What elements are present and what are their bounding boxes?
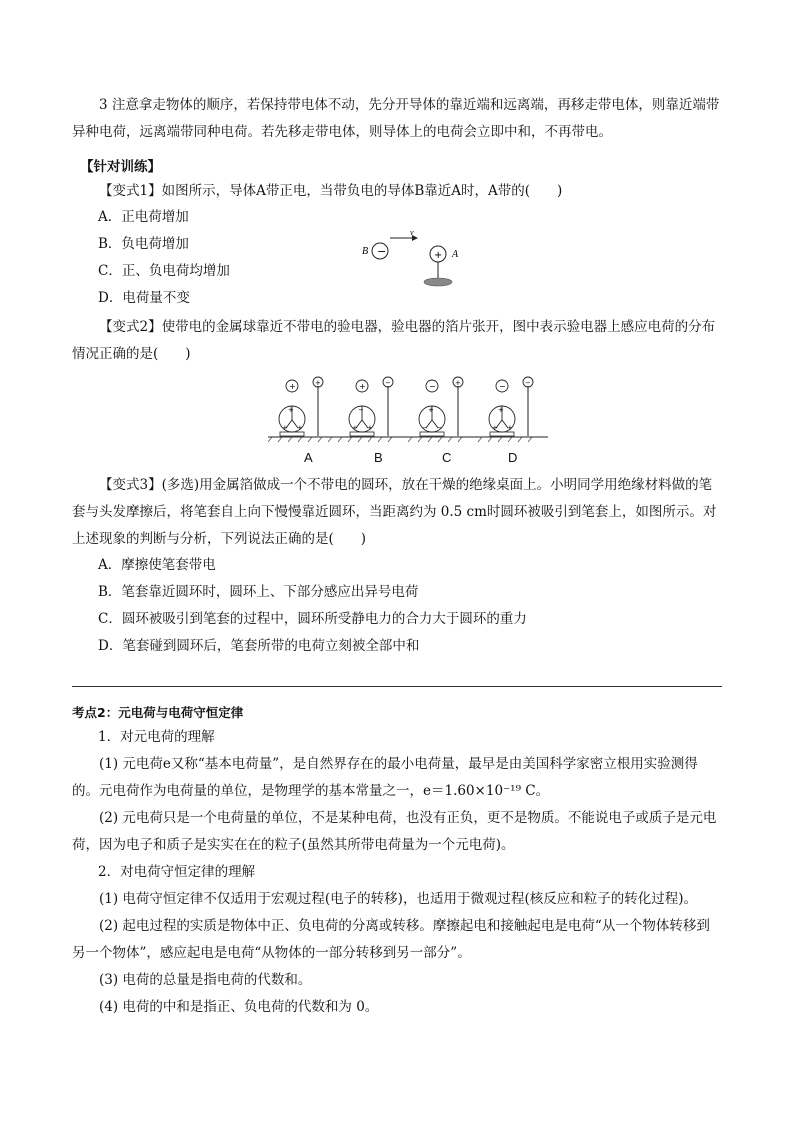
- q1-figure-label-v: v: [410, 228, 414, 237]
- section-divider: [72, 686, 722, 687]
- q2-figure-label-b: B: [374, 450, 383, 465]
- q3-option-d: D．笔套碰到圆环后，笔套所带的电荷立刻被全部中和: [98, 638, 420, 654]
- section2-title: 考点2：元电荷与电荷守恒定律: [72, 705, 244, 720]
- q3-option-b: B．笔套靠近圆环时，圆环上、下部分感应出异号电荷: [98, 584, 419, 600]
- section2-heading-1: 1．对元电荷的理解: [98, 729, 215, 745]
- q2-figure-label-d: D: [508, 450, 518, 465]
- q1-stem: 【变式1】如图所示，导体A带正电，当带负电的导体B靠近A时，A带的( ): [99, 183, 563, 199]
- svg-text:+: +: [352, 424, 358, 432]
- svg-text:−: −: [525, 379, 531, 387]
- section2-paragraph-4: (2) 起电过程的实质是物体中正、负电荷的分离或转移。摩擦起电和接触起电是电荷“从一个物体转移到另一个物体”，感应起电是电荷“从物体的一部分转移到另一部分”。: [72, 918, 710, 961]
- svg-text:+: +: [455, 379, 461, 387]
- svg-text:−: −: [422, 424, 428, 432]
- section2-heading-2: 2．对电荷守恒定律的理解: [98, 864, 256, 880]
- section2-paragraph-3: (1) 电荷守恒定律不仅适用于宏观过程(电子的转移)，也适用于微观过程(核反应和粒子的转化过程)。: [99, 891, 697, 907]
- q3-option-a: A．摩擦使笔套带电: [98, 557, 216, 573]
- intro-paragraph-3: 3 注意拿走物体的顺序，若保持带电体不动，先分开导体的靠近端和远离端，再移走带电体，则靠近端带异种电荷，远离端带同种电荷。若先移走带电体，则导体上的电荷会立即中和，不再带电。: [72, 97, 720, 140]
- electroscope-c: [419, 377, 463, 436]
- svg-text:+: +: [289, 382, 296, 391]
- q1-figure-label-b: B: [362, 246, 369, 257]
- svg-text:−: −: [499, 382, 506, 391]
- svg-text:+: +: [315, 379, 321, 387]
- svg-text:+: +: [367, 424, 373, 432]
- q1-option-c: C．正、负电荷均增加: [98, 263, 230, 279]
- section2-paragraph-6: (4) 电荷的中和是指正、负电荷的代数和为 0。: [99, 999, 379, 1015]
- section2-paragraph-5: (3) 电荷的总量是指电荷的代数和。: [99, 972, 312, 988]
- q1-figure-sign-a: +: [434, 250, 443, 261]
- svg-text:+: +: [428, 406, 434, 414]
- stand-base: [424, 278, 452, 286]
- svg-text:+: +: [492, 424, 498, 432]
- svg-text:+: +: [507, 424, 513, 432]
- svg-text:−: −: [358, 406, 364, 414]
- svg-text:+: +: [288, 406, 294, 414]
- svg-text:+: +: [498, 406, 504, 414]
- q3-option-c: C．圆环被吸引到笔套的过程中，圆环所受静电力的合力大于圆环的重力: [98, 611, 527, 627]
- q2-figure-label-a: A: [304, 450, 313, 465]
- svg-text:+: +: [297, 424, 303, 432]
- q1-figure-sign-b: −: [377, 245, 387, 258]
- q1-figure-label-a: A: [452, 249, 459, 260]
- q3-stem: 【变式3】(多选)用金属箔做成一个不带电的圆环，放在干燥的绝缘桌面上。小明同学用绝缘材料做的笔套与头发摩擦后，将笔套自上向下慢慢靠近圆环，当距离约为 0.5 cm时圆环被吸引到笔套上，如图所示。对上述现象的判断与分析，下列说法正确的是( ): [72, 477, 717, 547]
- q1-option-d: D．电荷量不变: [98, 290, 190, 306]
- section2-paragraph-1: (1) 元电荷e又称“基本电荷量”，是自然界存在的最小电荷量，最早是由美国科学家密立根用实验测得的。元电荷作为电荷量的单位，是物理学的基本常量之一，e＝1.60×10⁻¹⁹ C。: [72, 756, 698, 799]
- training-header: 【针对训练】: [80, 159, 161, 175]
- electroscope-a: [279, 377, 323, 436]
- svg-text:−: −: [437, 424, 443, 432]
- svg-text:+: +: [282, 424, 288, 432]
- svg-text:−: −: [429, 382, 436, 391]
- svg-text:+: +: [359, 382, 366, 391]
- electroscope-d: [489, 377, 533, 436]
- q1-option-b: B．负电荷增加: [98, 236, 189, 252]
- q1-figure: [360, 228, 470, 290]
- q1-option-a: A．正电荷增加: [98, 209, 189, 225]
- q2-figure-label-c: C: [442, 450, 452, 465]
- ground-hatching: [268, 437, 532, 442]
- svg-text:−: −: [385, 379, 391, 387]
- electroscope-b: [349, 377, 393, 436]
- q2-stem: 【变式2】使带电的金属球靠近不带电的验电器，验电器的箔片张开，图中表示验电器上感应电荷的分布情况正确的是( ): [72, 319, 716, 362]
- section2-paragraph-2: (2) 元电荷只是一个电荷量的单位，不是某种电荷，也没有正负，更不是物质。不能说电子或质子是元电荷，因为电子和质子是实实在在的粒子(虽然其所带电荷量为一个元电荷)。: [72, 810, 717, 853]
